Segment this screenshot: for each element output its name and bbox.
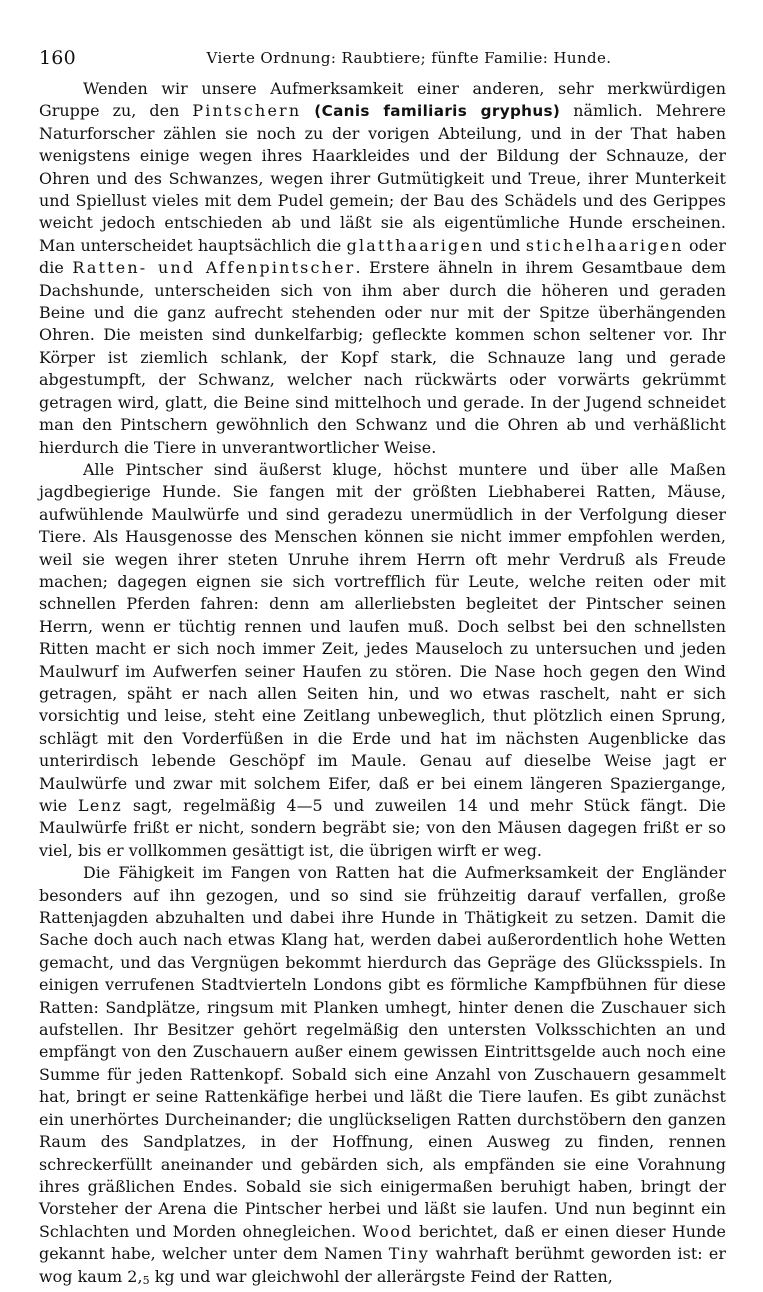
- spaced-term: Pintschern: [192, 101, 302, 121]
- page-number: 160: [39, 47, 76, 69]
- body-text: [39, 78, 726, 1292]
- text-run: oder die: [39, 235, 726, 278]
- page-header: [39, 45, 729, 71]
- text-run: Alle Pintscher sind äußerst kluge, höchst muntere und über alle Maßen jagdbegierige Hunde. Sie fangen mit der größten Liebhaberei Ratten, Mäuse, aufwühlende Maulwürfe und sind geradezu unermüdlich in der Verfolgung dieser Tiere. Als Hausgenosse des Menschen können sie nicht immer empfohlen werden, weil sie wegen ihrer steten Unruhe ihrem Herrn oft mehr Verdruß als Freude machen; dagegen eignen sie sich vortrefflich für Leute, welche reiten oder mit schnellen Pferden fahren: denn am allerliebsten begleitet der Pintscher seinen Herrn, wenn er tüchtig rennen und laufen muß. Doch selbst bei den schnellsten Ritten macht er sich noch immer Zeit, jedes Mauseloch zu untersuchen und jeden Maulwurf im Aufwerfen seiner Haufen zu stören. Die Nase hoch gegen den Wind getragen, späht er nach allen Seiten hin, und wo etwas raschelt, naht er sich vorsichtig und leise, steht eine Zeitlang unbeweglich, thut plötzlich einen Sprung, schlägt mit den Vorderfüßen in die Erde und hat im nächsten Augenblicke das unterirdisch lebende Geschöpf im Maule. Genau auf dieselbe Weise jagt er Maulwürfe und zwar mit solchem Eifer, daß er bei einem längeren Spaziergange, wie: [39, 459, 726, 815]
- author-name: Wood: [362, 1221, 413, 1241]
- text-run: wahrhaft berühmt geworden ist: er wog kaum 2,: [39, 1244, 726, 1286]
- author-name: Lenz: [77, 796, 123, 815]
- paragraph-rat-hunts: [39, 862, 726, 1292]
- spaced-term: stichelhaarigen: [525, 235, 684, 255]
- spaced-term: glatthaarigen: [346, 235, 485, 255]
- text-run: sagt, regelmäßig 4—5 und zuweilen 14 und mehr Stück fängt. Die Maulwürfe frißt er nicht, sondern begräbt sie; von den Mäusen dagegen frißt er so viel, bis er vollkommen gesättigt ist, die übrigen wirft er weg.: [39, 796, 726, 860]
- paragraph-pintscher-intro: [39, 78, 726, 459]
- latin-name: (Canis familiaris gryphus): [314, 102, 561, 121]
- text-run: Wenden wir unsere Aufmerksamkeit einer anderen, sehr merkwürdigen Gruppe zu, den: [39, 79, 726, 121]
- text-run: . Erstere ähneln in ihrem Gesamtbaue dem Dachshunde, unterscheiden sich von ihm aber durch die höheren und geraden Beine und die ganz aufrecht stehenden oder nur mit der Spitze überhängenden Ohren. Die meisten sind dunkelfarbig; gefleckte kommen schon seltener vor. Ihr Körper ist ziemlich schlank, der Kopf stark, die Schnauze lang und gerade abgestumpft, der Schwanz, welcher nach rückwärts oder vorwärts gekrümmt getragen wird, glatt, die Beine sind mittelhoch und gerade. In der Jugend schneidet man den Pintschern gewöhnlich den Schwanz und die Ohren ab und verhäßlicht hierdurch die Tiere in unverantwortlicher Weise.: [39, 258, 726, 457]
- paragraph-pintscher-behaviour: [39, 459, 726, 862]
- running-title: Vierte Ordnung: Raubtiere; fünfte Familie: Hunde.: [206, 49, 612, 67]
- text-run: und: [484, 235, 526, 255]
- decimal-digit: 5: [142, 1273, 150, 1287]
- dog-name: Tiny: [388, 1244, 430, 1264]
- text-run: kg und war gleichwohl der allerärgste Feind der Ratten,: [149, 1266, 613, 1286]
- spaced-term: Ratten- und Affenpintscher: [72, 258, 356, 278]
- text-run: berichtet, daß er einen dieser Hunde gekannt habe, welcher unter dem Namen: [39, 1221, 726, 1264]
- text-run: nämlich. Mehrere Naturforscher zählen sie noch zu der vorigen Abteilung, und in der That haben wenigstens einige wegen ihres Haarkleides und der Bildung der Schnauze, der Ohren und des Schwanzes, wegen ihrer Gutmütigkeit und Treue, ihrer Munterkeit und Spiellust vieles mit dem Pudel gemein; der Bau des Schädels und des Gerippes weicht jedoch entschieden ab und läßt sie als eigentümliche Hunde erscheinen. Man unterscheidet hauptsächlich die: [39, 101, 726, 255]
- text-run: Die Fähigkeit im Fangen von Ratten hat die Aufmerksamkeit der Engländer besonders auf ihn gezogen, und so sind sie frühzeitig darauf verfallen, große Rattenjagden abzuhalten und dabei ihre Hunde in Thätigkeit zu setzen. Damit die Sache doch auch nach etwas Klang hat, werden dabei außerordentlich hohe Wetten gemacht, und das Vergnügen bekommt hierdurch das Gepräge des Glücksspiels. In einigen verrufenen Stadtvierteln Londons gibt es förmliche Kampfbühnen für diese Ratten: Sandplätze, ringsum mit Planken umhegt, hinter denen die Zuschauer sich aufstellen. Ihr Besitzer gehört regelmäßig den untersten Volksschichten an und empfängt von den Zuschauern außer einem gewissen Eintrittsgelde auch noch eine Summe für jeden Rattenkopf. Sobald sich eine Anzahl von Zuschauern gesammelt hat, bringt er seine Rattenkäfige herbei und läßt die Tiere laufen. Es gibt zunächst ein unerhörtes Durcheinander; die unglückseligen Ratten durchstöbern den ganzen Raum des Sandplatzes, in der Hoffnung, einen Ausweg zu finden, rennen schreckerfüllt aneinander und gebärden sich, als empfänden sie eine Vorahnung ihres gräßlichen Endes. Sobald sie sich einigermaßen beruhigt haben, bringt der Vorsteher der Arena die Pintscher herbei und läßt sie laufen. Und nun beginnt ein Schlachten und Morden ohnegleichen.: [39, 863, 726, 1241]
